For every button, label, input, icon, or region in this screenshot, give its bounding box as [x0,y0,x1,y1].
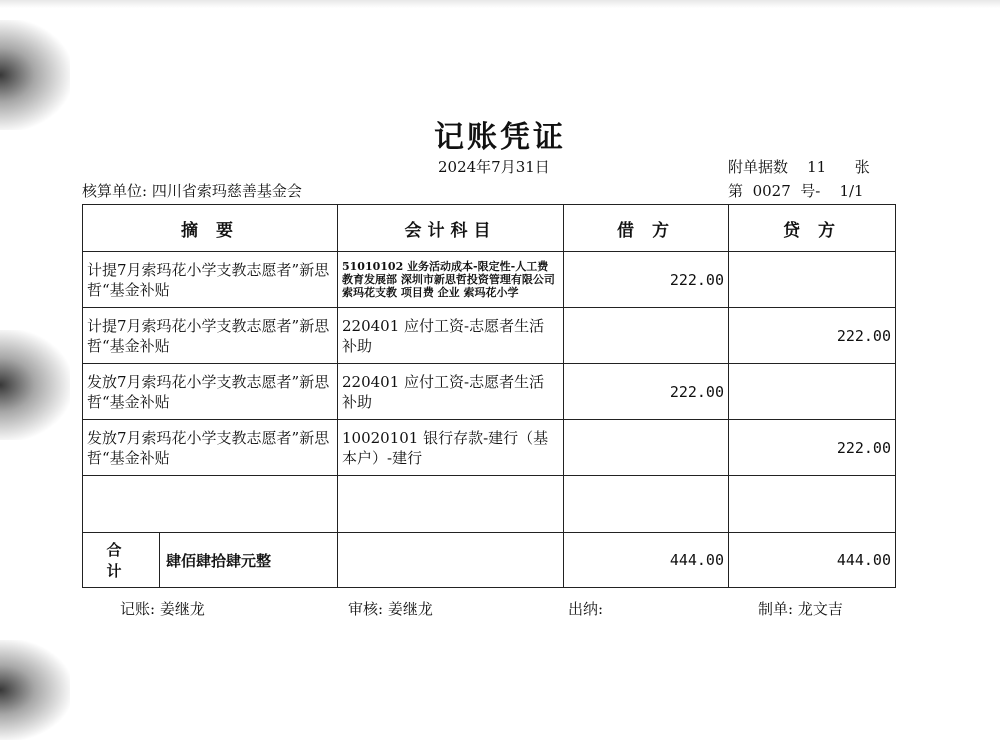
bookkeeper: 记账: 姜继龙 [120,600,205,618]
voucher-date: 2024年7月31日 [438,158,550,176]
table-row [83,308,896,364]
row-summary: 发放7月索玛花小学支教志愿者”新思哲“基金补贴 [83,364,338,420]
accounting-unit [82,180,302,201]
row-credit: 222.00 [729,420,896,476]
header-credit: 贷 方 [729,205,896,252]
unit-name: 四川省索玛慈善基金会 [151,182,302,200]
row-debit [564,308,729,364]
row-account: 220401 应付工资-志愿者生活补助 [338,364,564,420]
total-row [83,533,896,588]
header-debit: 借 方 [564,205,729,252]
page-top-shade [0,0,1000,8]
table-row [83,420,896,476]
total-debit: 444.00 [564,533,729,588]
voucher-title: 记账凭证 [434,120,566,155]
voucher-page: 1/1 [839,182,864,200]
total-credit: 444.00 [729,533,896,588]
row-credit: 222.00 [729,308,896,364]
voucher-number: 0027 [752,182,791,200]
cashier: 出纳: [568,600,604,618]
row-credit [729,252,896,308]
row-debit: 222.00 [564,364,729,420]
row-summary: 发放7月索玛花小学支教志愿者”新思哲“基金补贴 [83,420,338,476]
row-credit [729,364,896,420]
reviewer: 审核: 姜继龙 [348,600,433,618]
header-account: 会计科目 [338,205,564,252]
voucher-suffix: 号- [800,182,821,200]
total-amount-words: 肆佰肆拾肆元整 [166,551,272,570]
blank-row [83,476,896,533]
attachments-count: 11 [807,158,827,176]
table-row [83,252,896,308]
scan-shadow [0,640,70,740]
row-debit [564,420,729,476]
preparer: 制单: 龙文吉 [758,600,843,618]
voucher-prefix: 第 [728,182,744,200]
row-debit: 222.00 [564,252,729,308]
header-summary: 摘 要 [83,205,338,252]
attachments-unit: 张 [854,158,870,176]
row-account: 51010102 业务活动成本-限定性-人工费 教育发展部 深圳市新思哲投资管理有限公司 索玛花支教 项目费 企业 索玛花小学 [338,252,564,308]
ledger-table [82,204,896,588]
row-summary: 计提7月索玛花小学支教志愿者”新思哲“基金补贴 [83,252,338,308]
attachments-label: 附单据数 [728,158,789,176]
scan-shadow [0,330,70,440]
row-account: 10020101 银行存款-建行（基本户）-建行 [338,420,564,476]
table-row [83,364,896,420]
table-header-row [83,205,896,252]
row-summary: 计提7月索玛花小学支教志愿者”新思哲“基金补贴 [83,308,338,364]
unit-label: 核算单位: [82,182,148,200]
row-account: 220401 应付工资-志愿者生活补助 [338,308,564,364]
voucher-number-info [728,180,864,201]
attachments-info [728,156,870,177]
total-label: 合 计 [83,533,160,587]
